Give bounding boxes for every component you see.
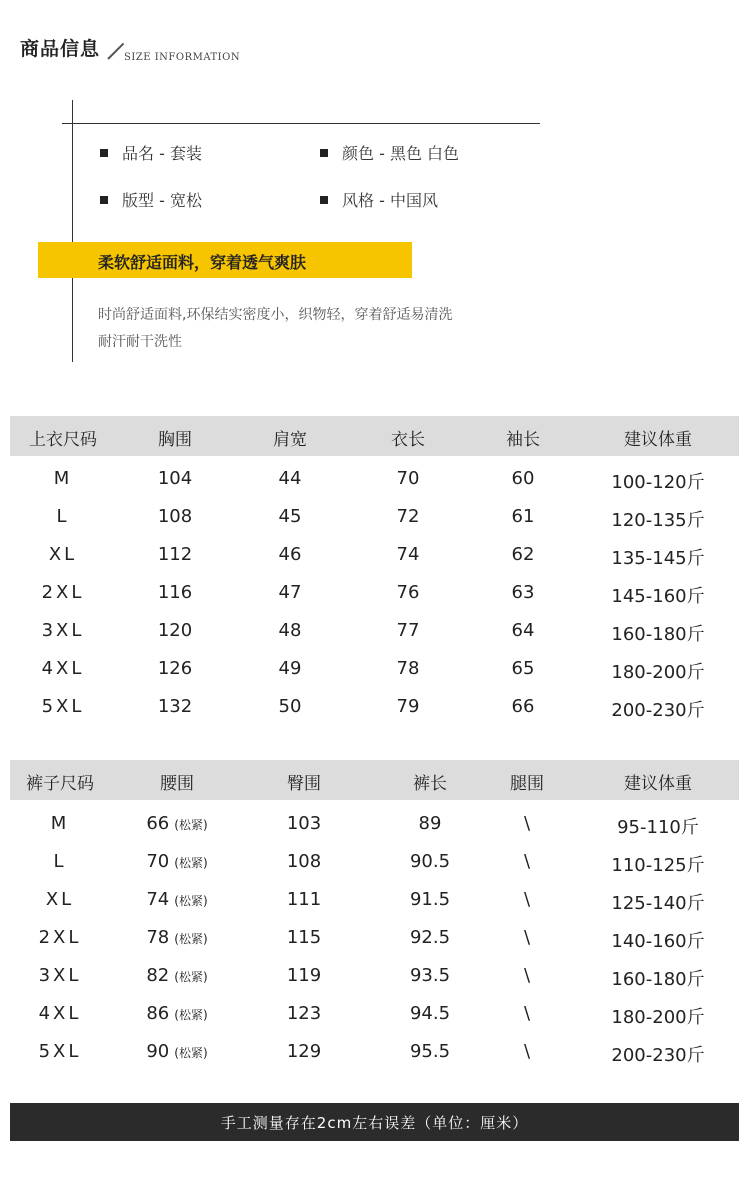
info-horizontal-rule [62, 123, 540, 124]
measurement-note: 手工测量存在2cm左右误差（单位：厘米） [220, 1114, 529, 1132]
table-cell: 90.5 [409, 851, 451, 872]
info-item-fit: 版型 - 宽松 [100, 188, 202, 211]
waist-elastic-note: (松紧) [174, 932, 208, 946]
table-cell: 135-145斤 [611, 548, 705, 569]
table-cell: 2XL [41, 582, 85, 603]
column-header: 肩宽 [273, 430, 307, 450]
info-item-color: 颜色 - 黑色 白色 [320, 141, 459, 164]
table-cell: 89 [418, 813, 442, 834]
table-cell: 94.5 [409, 1003, 451, 1024]
table-cell-waist [107, 927, 247, 948]
bullet-square-icon [100, 196, 108, 204]
fabric-description [98, 302, 528, 356]
table-cell: 103 [286, 813, 322, 834]
table-cell: \ [523, 813, 531, 834]
table-cell: 180-200斤 [611, 662, 705, 683]
table-cell: 60 [511, 468, 535, 489]
table-cell: 91.5 [409, 889, 451, 910]
table-cell: 48 [278, 620, 302, 641]
waist-value: 70 [146, 851, 170, 872]
column-header: 腰围 [160, 774, 194, 794]
table-cell: L [53, 851, 67, 872]
waist-value: 82 [146, 965, 170, 986]
table-cell: 116 [157, 582, 193, 603]
table-cell: 47 [278, 582, 302, 603]
table-cell: 110-125斤 [611, 855, 705, 876]
table-cell: 104 [157, 468, 193, 489]
table-cell: 180-200斤 [611, 1007, 705, 1028]
table-cell: 44 [278, 468, 302, 489]
waist-elastic-note: (松紧) [174, 818, 208, 832]
waist-value: 90 [146, 1041, 170, 1062]
table-cell: 4XL [38, 1003, 82, 1024]
waist-elastic-note: (松紧) [174, 1008, 208, 1022]
column-header: 袖长 [506, 430, 540, 450]
table-cell: XL [48, 544, 78, 565]
waist-value: 74 [146, 889, 170, 910]
waist-value: 78 [146, 927, 170, 948]
table-cell: 50 [278, 696, 302, 717]
table-cell: \ [523, 851, 531, 872]
page-title: 商品信息 [20, 38, 101, 60]
table-cell: \ [523, 965, 531, 986]
bullet-square-icon [320, 196, 328, 204]
table-cell: M [53, 468, 73, 489]
info-item-style: 风格 - 中国风 [320, 188, 438, 211]
table-cell: 95-110斤 [617, 817, 699, 838]
info-vertical-rule [72, 100, 73, 362]
table-cell: 66 [511, 696, 535, 717]
table-cell: 4XL [41, 658, 85, 679]
table-cell: 92.5 [409, 927, 451, 948]
description-line-2: 耐汗耐干洗性 [98, 334, 182, 350]
table-cell: 132 [157, 696, 193, 717]
column-header: 衣长 [391, 430, 425, 450]
table-cell: 140-160斤 [611, 931, 705, 952]
bullet-square-icon [100, 149, 108, 157]
column-header: 裤子尺码 [26, 774, 94, 794]
table-cell: 115 [286, 927, 322, 948]
waist-value: 86 [146, 1003, 170, 1024]
description-line-1: 时尚舒适面料,环保结实密度小，织物轻，穿着舒适易清洗 [98, 307, 453, 323]
table-cell-waist [107, 813, 247, 834]
table-cell: 119 [286, 965, 322, 986]
table-cell: 72 [396, 506, 420, 527]
table-cell: 76 [396, 582, 420, 603]
table-cell: XL [45, 889, 75, 910]
column-header: 裤长 [413, 774, 447, 794]
bullet-square-icon [320, 149, 328, 157]
table-cell: 65 [511, 658, 535, 679]
table-cell: 112 [157, 544, 193, 565]
table-cell: 100-120斤 [611, 472, 705, 493]
waist-elastic-note: (松紧) [174, 894, 208, 908]
page-subtitle: SIZE INFORMATION [124, 52, 241, 63]
column-header: 建议体重 [624, 774, 692, 794]
table-cell: 79 [396, 696, 420, 717]
table-cell: 3XL [38, 965, 82, 986]
table-cell: 77 [396, 620, 420, 641]
table-cell: 126 [157, 658, 193, 679]
table-cell: 111 [286, 889, 322, 910]
table-cell: 200-230斤 [611, 700, 705, 721]
table-cell-waist [107, 851, 247, 872]
table-cell: 120-135斤 [611, 510, 705, 531]
table-cell: 78 [396, 658, 420, 679]
table-cell: 70 [396, 468, 420, 489]
table-cell: 62 [511, 544, 535, 565]
table-cell: 5XL [38, 1041, 82, 1062]
table-cell: 46 [278, 544, 302, 565]
table-cell: 5XL [41, 696, 85, 717]
table-cell: 160-180斤 [611, 624, 705, 645]
waist-elastic-note: (松紧) [174, 1046, 208, 1060]
table-cell: \ [523, 889, 531, 910]
table-cell: 120 [157, 620, 193, 641]
table-cell: 129 [286, 1041, 322, 1062]
table-cell: 200-230斤 [611, 1045, 705, 1066]
title-slash-divider [107, 43, 124, 60]
table-cell: 49 [278, 658, 302, 679]
waist-elastic-note: (松紧) [174, 856, 208, 870]
column-header: 腿围 [510, 774, 544, 794]
table-cell: 108 [286, 851, 322, 872]
table-cell: \ [523, 927, 531, 948]
column-header: 建议体重 [624, 430, 692, 450]
column-header: 胸围 [158, 430, 192, 450]
table-cell: 160-180斤 [611, 969, 705, 990]
highlight-text: 柔软舒适面料，穿着透气爽肤 [98, 253, 307, 272]
info-item-name: 品名 - 套装 [100, 141, 202, 164]
table-cell: \ [523, 1003, 531, 1024]
column-header: 臀围 [287, 774, 321, 794]
table-cell: 125-140斤 [611, 893, 705, 914]
table-cell: 45 [278, 506, 302, 527]
table-cell: 108 [157, 506, 193, 527]
table-cell: L [56, 506, 70, 527]
table-cell: \ [523, 1041, 531, 1062]
table-cell: 93.5 [409, 965, 451, 986]
table-cell: 145-160斤 [611, 586, 705, 607]
table-cell: 3XL [41, 620, 85, 641]
table-cell: M [50, 813, 70, 834]
table-cell-waist [107, 965, 247, 986]
table-cell: 123 [286, 1003, 322, 1024]
table-cell: 2XL [38, 927, 82, 948]
table-cell-waist [107, 1041, 247, 1062]
waist-value: 66 [146, 813, 170, 834]
table-cell: 63 [511, 582, 535, 603]
table-cell: 61 [511, 506, 535, 527]
column-header: 上衣尺码 [29, 430, 97, 450]
table-cell-waist [107, 889, 247, 910]
table-cell-waist [107, 1003, 247, 1024]
table-cell: 95.5 [409, 1041, 451, 1062]
waist-elastic-note: (松紧) [174, 970, 208, 984]
table-cell: 64 [511, 620, 535, 641]
table-cell: 74 [396, 544, 420, 565]
